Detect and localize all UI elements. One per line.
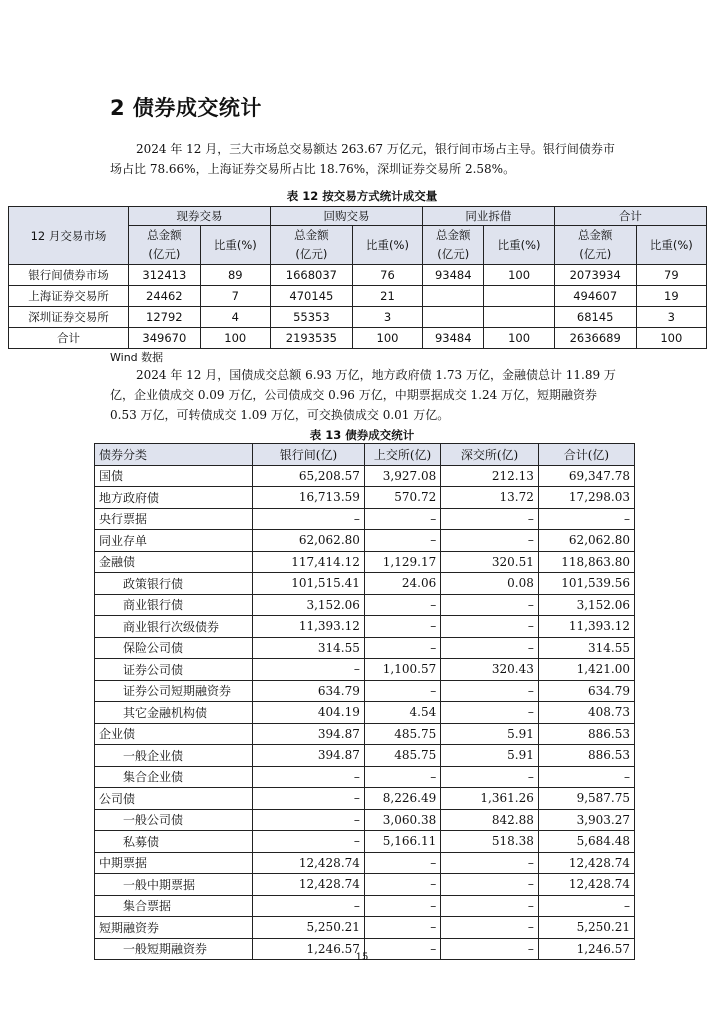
ratio-cell: 3 bbox=[636, 307, 706, 328]
amount-cell: 93484 bbox=[423, 328, 484, 349]
value-cell: 886.53 bbox=[538, 723, 634, 745]
value-cell: – bbox=[253, 895, 365, 917]
paragraph-bond-summary: 2024 年 12 月，国债成交总额 6.93 万亿，地方政府债 1.73 万亿，金融债总计 11.89 万亿，企业债成交 0.09 万亿，公司债成交 0.96 万亿，中期票据成交 1.24 万亿，短期融资券 0.53 万亿，可转债成交 1.09 万亿，可交换债成交 0.01 万亿。 bbox=[110, 368, 616, 422]
value-cell: 5,166.11 bbox=[364, 831, 440, 853]
table-row bbox=[9, 307, 707, 328]
ratio-cell: 100 bbox=[352, 328, 422, 349]
value-cell: – bbox=[441, 852, 539, 874]
value-cell: 3,060.38 bbox=[364, 809, 440, 831]
category-cell: 证券公司短期融资券 bbox=[95, 680, 253, 702]
table-12-caption: 表 12 按交易方式统计成交量 bbox=[286, 189, 438, 203]
category-cell: 商业银行次级债券 bbox=[95, 616, 253, 638]
value-cell: – bbox=[364, 917, 440, 939]
value-cell: – bbox=[441, 895, 539, 917]
value-cell: 101,539.56 bbox=[538, 573, 634, 595]
value-cell: – bbox=[441, 938, 539, 960]
subheader-amount: 总金额 (亿元) bbox=[270, 226, 352, 265]
value-cell: – bbox=[364, 530, 440, 552]
table-row bbox=[95, 551, 635, 573]
category-cell: 金融债 bbox=[95, 551, 253, 573]
table-row bbox=[95, 680, 635, 702]
table-row bbox=[95, 852, 635, 874]
table-row bbox=[9, 265, 707, 286]
header-total: 合计(亿) bbox=[538, 444, 634, 466]
value-cell: 12,428.74 bbox=[253, 874, 365, 896]
value-cell: 0.08 bbox=[441, 573, 539, 595]
value-cell: – bbox=[538, 508, 634, 530]
value-cell: 1,246.57 bbox=[538, 938, 634, 960]
category-cell: 公司债 bbox=[95, 788, 253, 810]
page-number: 15 bbox=[355, 952, 369, 963]
value-cell: 634.79 bbox=[253, 680, 365, 702]
value-cell: – bbox=[441, 530, 539, 552]
category-cell: 其它金融机构债 bbox=[95, 702, 253, 724]
value-cell: – bbox=[441, 680, 539, 702]
value-cell: 3,903.27 bbox=[538, 809, 634, 831]
category-cell: 企业债 bbox=[95, 723, 253, 745]
table-row bbox=[9, 328, 707, 349]
value-cell: 11,393.12 bbox=[538, 616, 634, 638]
value-cell: – bbox=[441, 637, 539, 659]
header-sse: 上交所(亿) bbox=[364, 444, 440, 466]
value-cell: 314.55 bbox=[253, 637, 365, 659]
header-interbank: 银行间(亿) bbox=[253, 444, 365, 466]
category-cell: 证券公司债 bbox=[95, 659, 253, 681]
table-13-caption: 表 13 债券成交统计 bbox=[309, 428, 415, 442]
value-cell: – bbox=[364, 637, 440, 659]
value-cell: 1,361.26 bbox=[441, 788, 539, 810]
value-cell: 13.72 bbox=[441, 487, 539, 509]
category-cell: 短期融资券 bbox=[95, 917, 253, 939]
category-cell: 中期票据 bbox=[95, 852, 253, 874]
ratio-cell: 21 bbox=[352, 286, 422, 307]
value-cell: – bbox=[364, 895, 440, 917]
category-cell: 央行票据 bbox=[95, 508, 253, 530]
value-cell: 9,587.75 bbox=[538, 788, 634, 810]
value-cell: 101,515.41 bbox=[253, 573, 365, 595]
ratio-cell: 100 bbox=[484, 265, 554, 286]
value-cell: 394.87 bbox=[253, 745, 365, 767]
table-row bbox=[9, 286, 707, 307]
table-row bbox=[95, 702, 635, 724]
value-cell: 12,428.74 bbox=[538, 874, 634, 896]
table-row bbox=[95, 874, 635, 896]
ratio-cell bbox=[484, 307, 554, 328]
ratio-cell: 100 bbox=[484, 328, 554, 349]
group-header-spot: 现券交易 bbox=[129, 207, 271, 226]
amount-cell: 494607 bbox=[554, 286, 636, 307]
value-cell: 5.91 bbox=[441, 723, 539, 745]
value-cell: – bbox=[364, 508, 440, 530]
amount-cell bbox=[423, 286, 484, 307]
trade-method-table bbox=[8, 206, 707, 349]
table-row bbox=[95, 659, 635, 681]
category-cell: 一般中期票据 bbox=[95, 874, 253, 896]
value-cell: 886.53 bbox=[538, 745, 634, 767]
ratio-cell: 79 bbox=[636, 265, 706, 286]
value-cell: 485.75 bbox=[364, 723, 440, 745]
subheader-ratio: 比重(%) bbox=[352, 226, 422, 265]
value-cell: – bbox=[441, 616, 539, 638]
data-source-note: Wind 数据 bbox=[110, 351, 164, 364]
value-cell: – bbox=[441, 917, 539, 939]
value-cell: 5,250.21 bbox=[538, 917, 634, 939]
amount-cell: 470145 bbox=[270, 286, 352, 307]
value-cell: 62,062.80 bbox=[253, 530, 365, 552]
market-name-cell: 银行间债券市场 bbox=[9, 265, 129, 286]
group-header-total: 合计 bbox=[554, 207, 706, 226]
value-cell: 118,863.80 bbox=[538, 551, 634, 573]
amount-cell: 2073934 bbox=[554, 265, 636, 286]
value-cell: 570.72 bbox=[364, 487, 440, 509]
value-cell: 1,129.17 bbox=[364, 551, 440, 573]
table-row bbox=[95, 530, 635, 552]
market-name-cell: 深圳证券交易所 bbox=[9, 307, 129, 328]
ratio-cell: 89 bbox=[200, 265, 270, 286]
category-cell: 保险公司债 bbox=[95, 637, 253, 659]
table-row bbox=[95, 487, 635, 509]
header-szse: 深交所(亿) bbox=[441, 444, 539, 466]
table-row bbox=[95, 465, 635, 487]
amount-cell bbox=[423, 307, 484, 328]
value-cell: 842.88 bbox=[441, 809, 539, 831]
table-row bbox=[95, 745, 635, 767]
header-bond-category: 债券分类 bbox=[95, 444, 253, 466]
value-cell: – bbox=[364, 852, 440, 874]
group-header-interbank-lending: 同业拆借 bbox=[423, 207, 555, 226]
ratio-cell: 76 bbox=[352, 265, 422, 286]
value-cell: 3,927.08 bbox=[364, 465, 440, 487]
subheader-ratio: 比重(%) bbox=[484, 226, 554, 265]
value-cell: – bbox=[538, 895, 634, 917]
category-cell: 集合企业债 bbox=[95, 766, 253, 788]
amount-cell: 2193535 bbox=[270, 328, 352, 349]
value-cell: 4.54 bbox=[364, 702, 440, 724]
value-cell: 394.87 bbox=[253, 723, 365, 745]
ratio-cell: 3 bbox=[352, 307, 422, 328]
category-cell: 私募债 bbox=[95, 831, 253, 853]
bond-trading-table bbox=[94, 443, 635, 960]
subheader-amount: 总金额 (亿元) bbox=[554, 226, 636, 265]
value-cell: 3,152.06 bbox=[538, 594, 634, 616]
value-cell: 320.43 bbox=[441, 659, 539, 681]
ratio-cell: 4 bbox=[200, 307, 270, 328]
amount-cell: 349670 bbox=[129, 328, 201, 349]
value-cell: – bbox=[253, 809, 365, 831]
value-cell: – bbox=[364, 874, 440, 896]
value-cell: 12,428.74 bbox=[538, 852, 634, 874]
value-cell: 62,062.80 bbox=[538, 530, 634, 552]
value-cell: – bbox=[441, 874, 539, 896]
value-cell: – bbox=[441, 594, 539, 616]
value-cell: – bbox=[364, 938, 440, 960]
value-cell: – bbox=[364, 680, 440, 702]
ratio-cell: 100 bbox=[200, 328, 270, 349]
category-cell: 一般公司债 bbox=[95, 809, 253, 831]
value-cell: 69,347.78 bbox=[538, 465, 634, 487]
value-cell: – bbox=[441, 702, 539, 724]
value-cell: 12,428.74 bbox=[253, 852, 365, 874]
subheader-ratio: 比重(%) bbox=[636, 226, 706, 265]
category-cell: 地方政府债 bbox=[95, 487, 253, 509]
value-cell: 485.75 bbox=[364, 745, 440, 767]
value-cell: 11,393.12 bbox=[253, 616, 365, 638]
table-row bbox=[95, 831, 635, 853]
value-cell: – bbox=[441, 508, 539, 530]
value-cell: 1,100.57 bbox=[364, 659, 440, 681]
value-cell: – bbox=[253, 766, 365, 788]
table-row bbox=[95, 766, 635, 788]
amount-cell: 68145 bbox=[554, 307, 636, 328]
paragraph-market-summary: 2024 年 12 月，三大市场总交易额达 263.67 万亿元，银行间市场占主导。银行间债券市场占比 78.66%，上海证券交易所占比 18.76%，深圳证券交易所 2.58%。 bbox=[110, 142, 615, 176]
value-cell: 17,298.03 bbox=[538, 487, 634, 509]
amount-cell: 12792 bbox=[129, 307, 201, 328]
table-row bbox=[95, 616, 635, 638]
table-row bbox=[95, 723, 635, 745]
value-cell: 117,414.12 bbox=[253, 551, 365, 573]
table-row bbox=[95, 788, 635, 810]
amount-cell: 1668037 bbox=[270, 265, 352, 286]
value-cell: 5,250.21 bbox=[253, 917, 365, 939]
table-corner-header: 12 月交易市场 bbox=[9, 207, 129, 265]
value-cell: 24.06 bbox=[364, 573, 440, 595]
value-cell: 3,152.06 bbox=[253, 594, 365, 616]
category-cell: 商业银行债 bbox=[95, 594, 253, 616]
amount-cell: 24462 bbox=[129, 286, 201, 307]
value-cell: 8,226.49 bbox=[364, 788, 440, 810]
table-row bbox=[95, 809, 635, 831]
category-cell: 政策银行债 bbox=[95, 573, 253, 595]
table-row bbox=[95, 637, 635, 659]
ratio-cell: 100 bbox=[636, 328, 706, 349]
value-cell: – bbox=[253, 659, 365, 681]
market-name-cell: 合计 bbox=[9, 328, 129, 349]
amount-cell: 93484 bbox=[423, 265, 484, 286]
ratio-cell: 19 bbox=[636, 286, 706, 307]
table-row bbox=[95, 508, 635, 530]
value-cell: 16,713.59 bbox=[253, 487, 365, 509]
subheader-ratio: 比重(%) bbox=[200, 226, 270, 265]
ratio-cell: 7 bbox=[200, 286, 270, 307]
value-cell: 320.51 bbox=[441, 551, 539, 573]
value-cell: 314.55 bbox=[538, 637, 634, 659]
value-cell: 5.91 bbox=[441, 745, 539, 767]
value-cell: 404.19 bbox=[253, 702, 365, 724]
value-cell: 212.13 bbox=[441, 465, 539, 487]
value-cell: – bbox=[253, 788, 365, 810]
value-cell: 1,246.57 bbox=[253, 938, 365, 960]
subheader-amount: 总金额 (亿元) bbox=[423, 226, 484, 265]
value-cell: – bbox=[441, 766, 539, 788]
subheader-amount: 总金额 (亿元) bbox=[129, 226, 201, 265]
category-cell: 集合票据 bbox=[95, 895, 253, 917]
table-row bbox=[95, 573, 635, 595]
section-heading: 2 债券成交统计 bbox=[110, 96, 262, 120]
market-name-cell: 上海证券交易所 bbox=[9, 286, 129, 307]
ratio-cell bbox=[484, 286, 554, 307]
group-header-repo: 回购交易 bbox=[270, 207, 422, 226]
table-row bbox=[95, 917, 635, 939]
amount-cell: 55353 bbox=[270, 307, 352, 328]
category-cell: 国债 bbox=[95, 465, 253, 487]
value-cell: 5,684.48 bbox=[538, 831, 634, 853]
value-cell: – bbox=[364, 616, 440, 638]
value-cell: – bbox=[538, 766, 634, 788]
table-row bbox=[95, 594, 635, 616]
value-cell: – bbox=[253, 508, 365, 530]
amount-cell: 2636689 bbox=[554, 328, 636, 349]
value-cell: 408.73 bbox=[538, 702, 634, 724]
category-cell: 一般短期融资券 bbox=[95, 938, 253, 960]
value-cell: – bbox=[253, 831, 365, 853]
category-cell: 一般企业债 bbox=[95, 745, 253, 767]
table-row bbox=[95, 895, 635, 917]
value-cell: 518.38 bbox=[441, 831, 539, 853]
value-cell: 1,421.00 bbox=[538, 659, 634, 681]
category-cell: 同业存单 bbox=[95, 530, 253, 552]
amount-cell: 312413 bbox=[129, 265, 201, 286]
value-cell: 65,208.57 bbox=[253, 465, 365, 487]
value-cell: – bbox=[364, 594, 440, 616]
value-cell: 634.79 bbox=[538, 680, 634, 702]
value-cell: – bbox=[364, 766, 440, 788]
